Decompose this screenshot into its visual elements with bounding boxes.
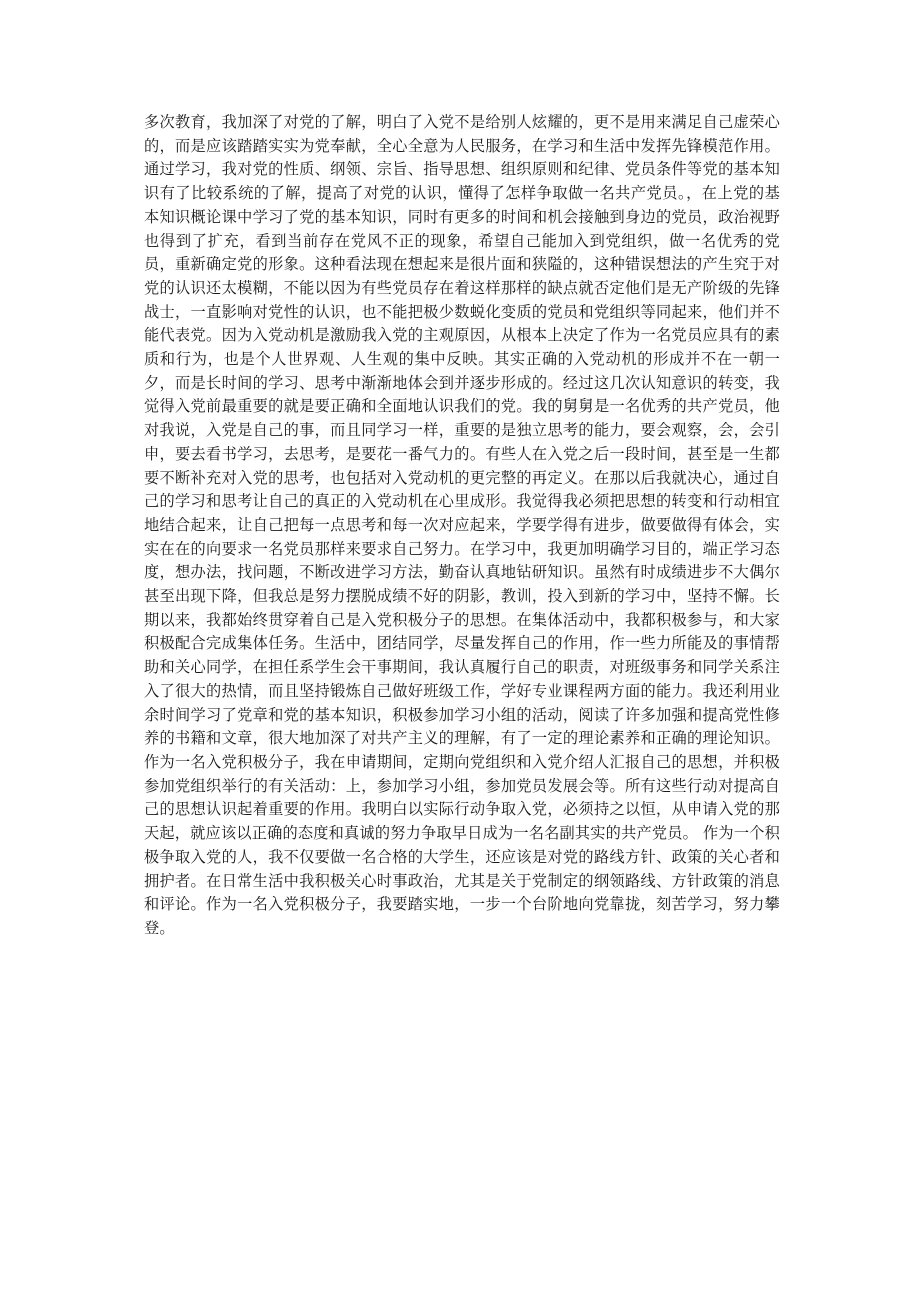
body-paragraph: 多次教育，我加深了对党的了解，明白了入党不是给别人炫耀的，更不是用来满足自己虚荣心的，而是应该踏踏实实为党奉献，全心全意为人民服务，在学习和生活中发挥先锋模范作用。通过学习，我对党的性质、纲领、宗旨、指导思想、组织原则和纪律、党员条件等党的基本知识有了比较系统的了解，提高了对党的认识，懂得了怎样争取做一名共产党员。，在上党的基本知识概论课中学习了党的基本知识，同时有更多的时间和机会接触到身边的党员，政治视野也得到了扩充，看到当前存在党风不正的现象，希望自己能加入到党组织，做一名优秀的党员，重新确定党的形象。这种看法现在想起来是很片面和狭隘的，这种错误想法的产生究于对党的认识还太模糊，不能以因为有些党员存在着这样那样的缺点就否定他们是无产阶级的先锋战士，一直影响对党性的认识，也不能把极少数蜕化变质的党员和党组织等同起来，他们并不能代表党。因为入党动机是激励我入党的主观原因，从根本上决定了作为一名党员应具有的素质和行为，也是个人世界观、人生观的集中反映。其实正确的入党动机的形成并不在一朝一夕，而是长时间的学习、思考中渐渐地体会到并逐步形成的。经过这几次认知意识的转变，我觉得入党前最重要的就是要正确和全面地认识我们的党。我的舅舅是一名优秀的共产党员，他对我说，入党是自己的事，而且同学习一样，重要的是独立思考的能力，要会观察，会，会引申，要去看书学习，去思考，是要花一番气力的。有些人在入党之后一段时间，甚至是一生都要不断补充对入党的思考，也包括对入党动机的更完整的再定义。在那以后我就决心，通过自己的学习和思考让自己的真正的入党动机在心里成形。我觉得我必须把思想的转变和行动相宜地结合起来，让自己把每一点思考和每一次对应起来，学要学得有进步，做要做得有体会，实实在在的向要求一名党员那样来要求自己努力。在学习中，我更加明确学习目的，端正学习态度，想办法，找问题，不断改进学习方法，勤奋认真地钻研知识。虽然有时成绩进步不大偶尔甚至出现下降，但我总是努力摆脱成绩不好的阴影，教训，投入到新的学习中，坚持不懈。长期以来，我都始终贯穿着自己是入党积极分子的思想。在集体活动中，我都积极参与，和大家积极配合完成集体任务。生活中，团结同学，尽量发挥自己的作用，作一些力所能及的事情帮助和关心同学，在担任系学生会干事期间，我认真履行自己的职责，对班级事务和同学关系注入了很大的热情，而且坚持锻炼自己做好班级工作，学好专业课程两方面的能力。我还利用业余时间学习了党章和党的基本知识，积极参加学习小组的活动，阅读了许多加强和提高党性修养的书籍和文章，很大地加深了对共产主义的理解，有了一定的理论素养和正确的理论知识。作为一名入党积极分子，我在申请期间，定期向党组织和入党介绍人汇报自己的思想，并积极参加党组织举行的有关活动：上，参加学习小组，参加党员发展会等。所有这些行动对提高自己的思想认识起着重要的作用。我明白以实际行动争取入党，必须持之以恒，从申请入党的那天起，就应该以正确的态度和真诚的努力争取早日成为一名名副其实的共产党员。 作为一个积极争取入党的人，我不仅要做一名合格的大学生，还应该是对党的路线方针、政策的关心者和拥护者。在日常生活中我积极关心时事政治，尤其是关于党制定的纲领路线、方针政策的消息和评论。作为一名入党积极分子，我要踏实地，一步一个台阶地向党靠拢，刻苦学习，努力攀登。	[144, 113, 780, 937]
